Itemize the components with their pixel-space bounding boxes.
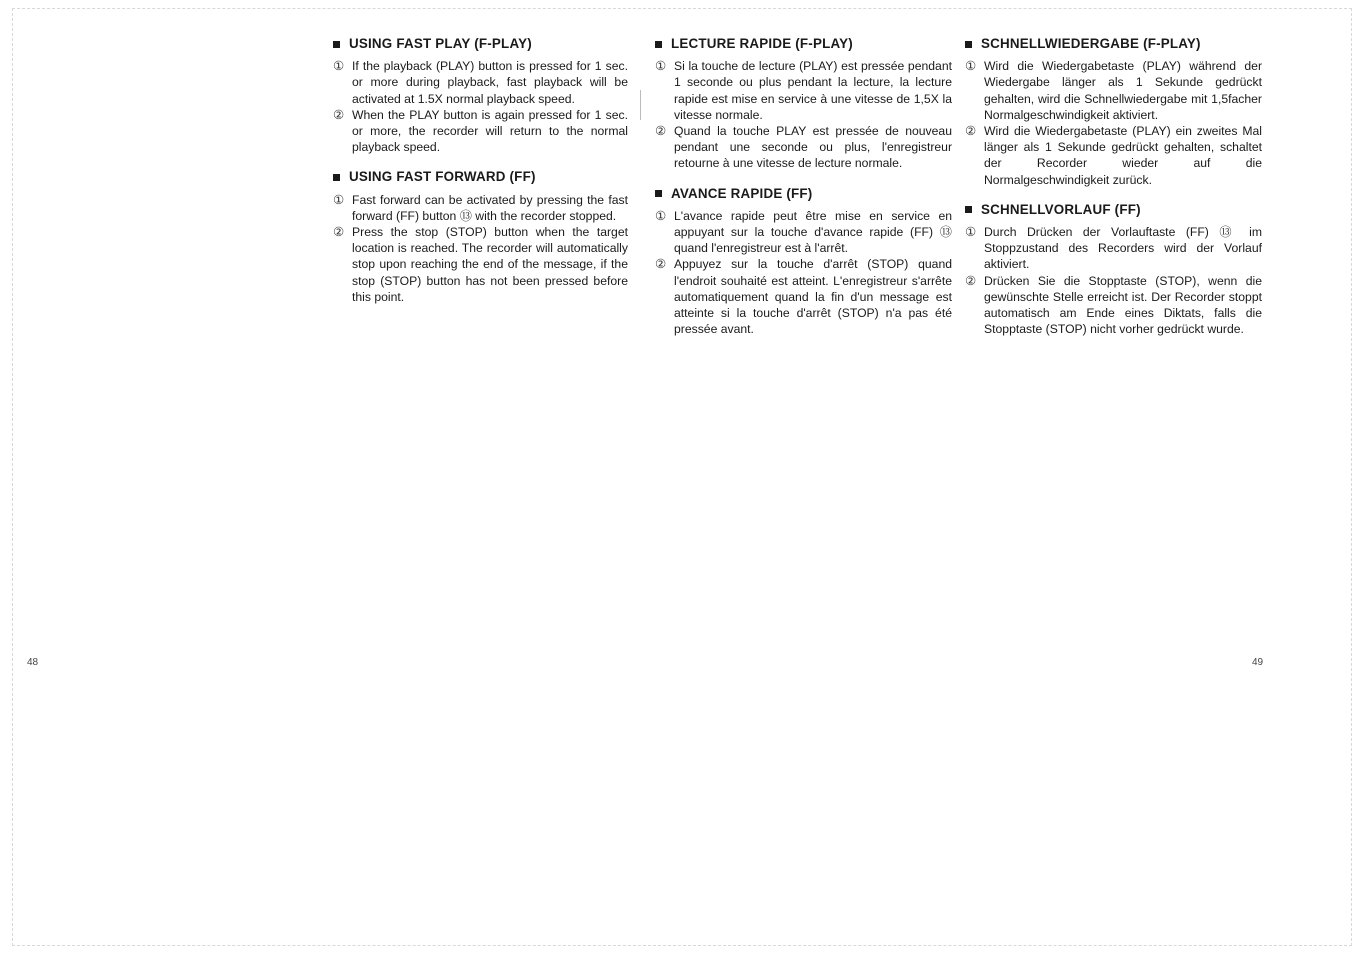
bullet-square-icon — [655, 41, 662, 48]
item-text: When the PLAY button is again pressed for 1 sec. or more, the recorder will return to the normal playback speed. — [352, 107, 628, 155]
bullet-square-icon — [655, 190, 662, 197]
section-heading — [965, 36, 1262, 52]
item-number: ② — [655, 257, 667, 272]
heading-text: SCHNELLWIEDERGABE (F-PLAY) — [981, 36, 1201, 51]
list-item — [333, 192, 628, 224]
bullet-square-icon — [333, 174, 340, 181]
item-number: ① — [333, 192, 345, 207]
section-schnellvorlauf — [965, 202, 1262, 338]
page-number-right: 49 — [1252, 657, 1264, 668]
item-number: ① — [965, 59, 977, 74]
bullet-square-icon — [965, 206, 972, 213]
section-heading — [333, 169, 628, 185]
item-number: ① — [655, 208, 667, 223]
item-number: ① — [965, 225, 977, 240]
section-heading — [655, 36, 952, 52]
list-item — [655, 208, 952, 257]
item-number: ② — [333, 107, 345, 122]
heading-text: USING FAST FORWARD (FF) — [349, 169, 536, 185]
german-column — [965, 36, 1262, 351]
item-number: ② — [965, 273, 977, 288]
item-number: ② — [655, 124, 667, 139]
section-heading — [965, 202, 1262, 218]
heading-text: SCHNELLVORLAUF (FF) — [981, 201, 1141, 217]
item-text: Press the stop (STOP) button when the target location is reached. The recorder will automatically stop upon reaching the end of the message, if the stop (STOP) button has not been pressed before this point. — [352, 225, 628, 304]
bullet-square-icon — [965, 41, 972, 48]
list-item — [965, 224, 1262, 273]
item-text: If the playback (PLAY) button is pressed for 1 sec. or more during playback, fast playback will be activated at 1.5X normal playback speed. — [352, 59, 628, 106]
section-avance-rapide — [655, 186, 952, 338]
item-number: ① — [655, 59, 667, 74]
heading-text: USING FAST PLAY (F-PLAY) — [349, 36, 532, 51]
heading-text: AVANCE RAPIDE (FF) — [671, 185, 813, 201]
english-column — [333, 36, 628, 319]
heading-text: LECTURE RAPIDE (F-PLAY) — [671, 36, 853, 51]
list-item — [333, 58, 628, 107]
list-item — [965, 123, 1262, 188]
list-item — [965, 273, 1262, 338]
list-item — [655, 123, 952, 172]
item-text: Wird die Wiedergabetaste (PLAY) während der Wiedergabe länger als 1 Sekunde gedrückt gehalten, wird die Schnellwiedergabe mit 1,5facher Normalgeschwindigkeit aktiviert. — [984, 59, 1262, 122]
section-heading — [333, 36, 628, 52]
section-fast-play-en — [333, 36, 628, 155]
item-number: ② — [965, 124, 977, 139]
list-item — [333, 107, 628, 156]
bullet-square-icon — [333, 41, 340, 48]
item-text: Si la touche de lecture (PLAY) est pressée pendant 1 seconde ou plus pendant la lecture, la lecture rapide est mise en service à une vitesse de 1,5X la vitesse normale. — [674, 59, 952, 122]
list-item — [655, 58, 952, 123]
item-text: Wird die Wiedergabetaste (PLAY) ein zweites Mal länger als 1 Sekunde gedrückt gehalten, schaltet der Recorder wieder auf die Normalgeschwindigkeit zurück. — [984, 124, 1262, 187]
page-number-left: 48 — [27, 657, 39, 668]
list-item — [333, 224, 628, 305]
section-lecture-rapide — [655, 36, 952, 172]
item-number: ② — [333, 225, 345, 240]
section-heading — [655, 186, 952, 202]
item-text: Fast forward can be activated by pressing the fast forward (FF) button ⑬ with the recorder stopped. — [352, 192, 628, 223]
list-item — [655, 256, 952, 337]
list-item — [965, 58, 1262, 123]
item-text: Appuyez sur la touche d'arrêt (STOP) quand l'endroit souhaité est atteint. L'enregistreur s'arrête automatiquement quand la fin d'un message est atteinte si la touche d'arrêt (STOP) n'a pas été pressée avant. — [674, 257, 952, 337]
item-text: Drücken Sie die Stopptaste (STOP), wenn die gewünschte Stelle erreicht ist. Der Recorder stoppt automatisch am Ende eines Diktats, falls die Stopptaste (STOP) nicht vorher gedrückt wurde. — [984, 273, 1262, 337]
section-schnellwiedergabe — [965, 36, 1262, 188]
item-number: ① — [333, 59, 345, 74]
french-column — [655, 36, 952, 351]
page-divider — [640, 90, 641, 120]
item-text: Durch Drücken der Vorlauftaste (FF) ⑬ im Stoppzustand des Recorders wird der Vorlauf aktiviert. — [984, 225, 1262, 272]
section-fast-forward-en — [333, 169, 628, 305]
item-text: L'avance rapide peut être mise en service en appuyant sur la touche d'avance rapide (FF) ⑬ quand l'enregistreur est à l'arrêt. — [674, 208, 952, 256]
item-text: Quand la touche PLAY est pressée de nouveau pendant une seconde ou plus, l'enregistreur retourne à une vitesse de lecture normale. — [674, 124, 952, 171]
